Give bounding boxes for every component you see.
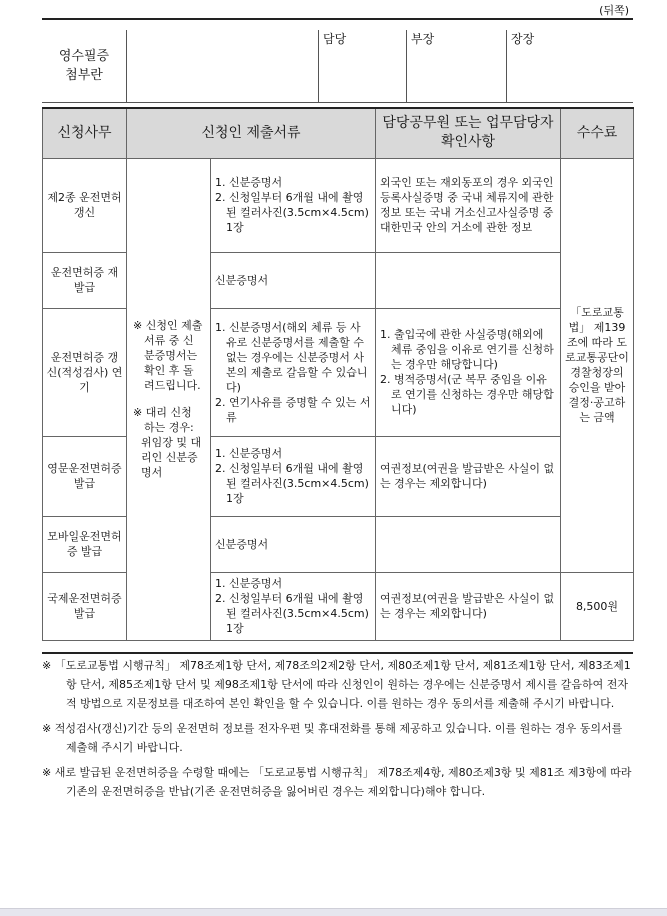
note-notification: ※ 적성검사(갱신)기간 등의 운전면허 정보를 전자우편 및 휴대전화를 통해 제공하고 있습니다. 이를 원하는 경우 동의서를 제출해 주시기 바랍니다. xyxy=(42,722,623,754)
header-documents: 신청인 제출서류 xyxy=(127,108,376,158)
notes-section xyxy=(42,652,633,807)
shared-note-cell: ※ 신청인 제출서류 중 신분증명서는 확인 후 돌려드립니다. ※ 대리 신청 하는 경우: 위임장 및 대리인 신분증명서 xyxy=(127,158,211,640)
note-return-license: ※ 새로 발급된 운전면허증을 수령할 때에는 「도로교통법 시행규칙」 제78조제4항, 제80조제3항 및 제81조 제3항에 따라 기존의 운전면허증을 반납(기존 운전면허증을 잃어버린 경우는 제외합니다)해야 합니다. xyxy=(42,766,632,798)
header-check: 담당공무원 또는 업무담당자 확인사항 xyxy=(376,108,561,158)
documents-cell: 1. 신분증명서 2. 신청일부터 6개월 내에 촬영된 컬러사진(3.5cm×4.5cm) 1장 xyxy=(211,572,376,640)
table-row xyxy=(43,158,634,252)
shared-fee-cell: 「도로교통법」 제139조에 따라 도로교통공단이 경찰청장의 승인을 받아 결정·공고하는 금액 xyxy=(561,158,634,572)
note-fingerprint: ※ 「도로교통법 시행규칙」 제78조제1항 단서, 제78조의2제2항 단서, 제80조제1항 단서, 제81조제1항 단서, 제83조제1항 단서, 제85조제1항 단서 및 제98조제1항 단서에 따라 신청인이 원하는 경우에는 신분증명서 제시를 갈음하여 전자적 방법으로 지문정보를 대조하여 본인 확인을 할 수 있습니다. 이를 원하는 경우 동의서를 제출해 주시기 바랍니다. xyxy=(42,659,631,710)
stamp-box-officer: 담당 xyxy=(318,30,406,102)
documents-cell: 1. 신분증명서 2. 신청일부터 6개월 내에 촬영된 컬러사진(3.5cm×4.5cm) 1장 xyxy=(211,436,376,516)
task-cell: 모바일운전면허증 발급 xyxy=(43,516,127,572)
check-cell: 외국인 또는 재외동포의 경우 외국인등록사실증명 중 국내 체류지에 관한 정보 또는 국내 거소신고사실증명 중 대한민국 안의 거소에 관한 정보 xyxy=(376,158,561,252)
documents-cell: 1. 신분증명서 2. 신청일부터 6개월 내에 촬영된 컬러사진(3.5cm×4.5cm) 1장 xyxy=(211,158,376,252)
check-cell: 1. 출입국에 관한 사실증명(해외에 체류 중임을 이유로 연기를 신청하는 경우만 해당합니다) 2. 병적증명서(군 복무 중임을 이유로 연기를 신청하는 경우만 해당합니다) xyxy=(376,308,561,436)
back-side-label: (뒤쪽) xyxy=(599,4,629,17)
receipt-stamp-label: 영수필증 첨부란 xyxy=(42,30,127,102)
documents-cell: 신분증명서 xyxy=(211,252,376,308)
check-cell xyxy=(376,252,561,308)
receipt-stamp-area xyxy=(42,30,633,103)
task-cell: 제2종 운전면허 갱신 xyxy=(43,158,127,252)
task-cell: 국제운전면허증 발급 xyxy=(43,572,127,640)
stamp-box-manager: 부장 xyxy=(406,30,506,102)
top-rule xyxy=(42,18,633,20)
documents-cell: 신분증명서 xyxy=(211,516,376,572)
fee-cell: 8,500원 xyxy=(561,572,634,640)
header-task: 신청사무 xyxy=(43,108,127,158)
application-table xyxy=(42,107,634,641)
documents-cell: 1. 신분증명서(해외 체류 등 사유로 신분증명서를 제출할 수 없는 경우에는 신분증명서 사본의 제출로 갈음할 수 있습니다) 2. 연기사유를 증명할 수 있는 서류 xyxy=(211,308,376,436)
header-fee: 수수료 xyxy=(561,108,634,158)
check-cell: 여권정보(여권을 발급받은 사실이 없는 경우는 제외합니다) xyxy=(376,572,561,640)
check-cell xyxy=(376,516,561,572)
task-cell: 운전면허증 재발급 xyxy=(43,252,127,308)
stamp-box-head: 장장 xyxy=(506,30,633,102)
task-cell: 영문운전면허증 발급 xyxy=(43,436,127,516)
task-cell: 운전면허증 갱신(적성검사) 연기 xyxy=(43,308,127,436)
check-cell: 여권정보(여권을 발급받은 사실이 없는 경우는 제외합니다) xyxy=(376,436,561,516)
